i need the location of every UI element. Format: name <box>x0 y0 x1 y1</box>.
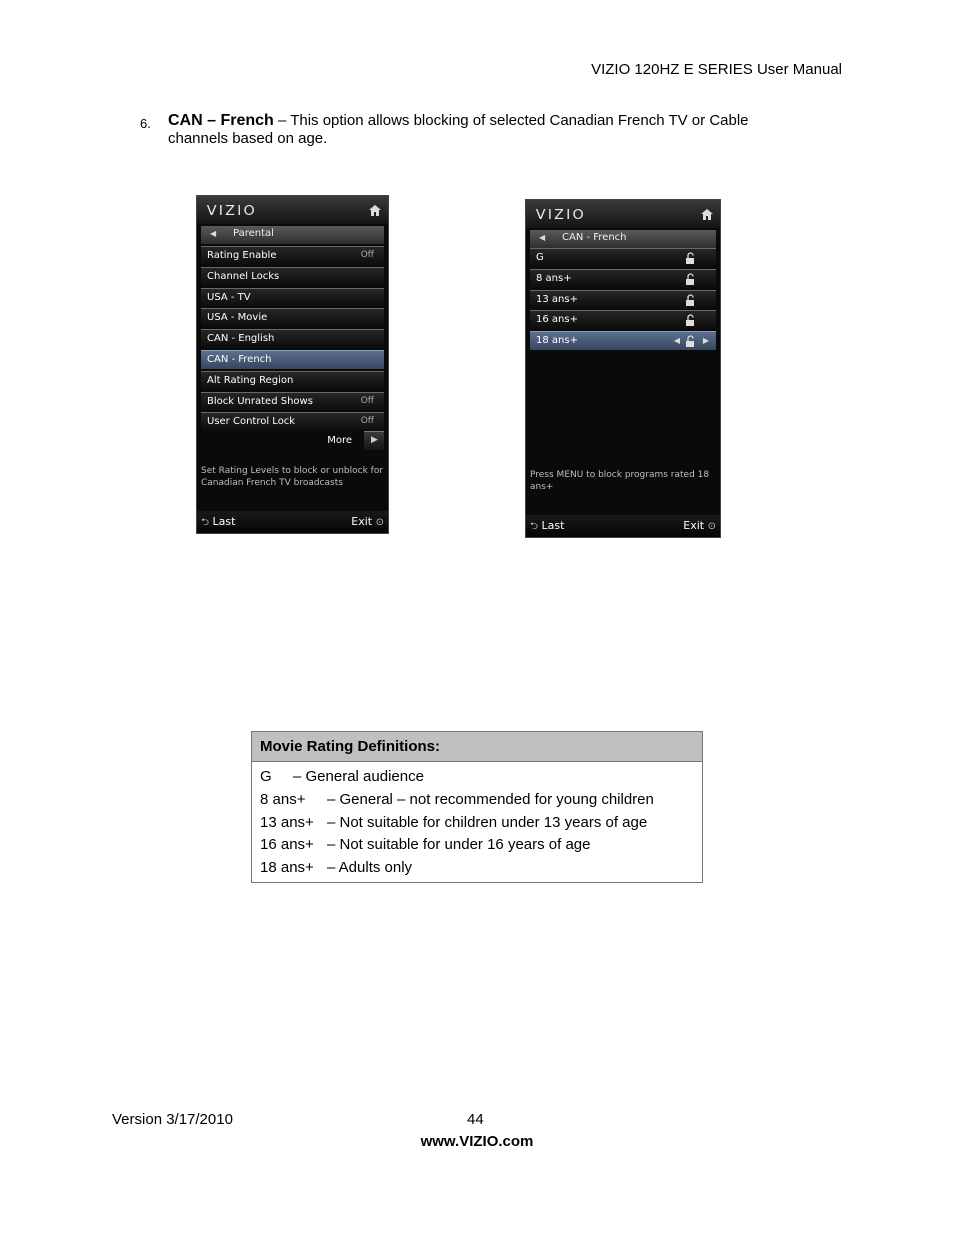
rating-code: 16 ans+ <box>260 836 314 854</box>
menu-item-label: User Control Lock <box>207 416 296 428</box>
more-item[interactable] <box>201 431 384 451</box>
menu-item-label: USA - Movie <box>207 312 268 324</box>
rating-item-label: G <box>536 252 544 263</box>
rating-code: 8 ans+ <box>260 790 306 808</box>
vizio-logo: VIZIO <box>535 208 586 223</box>
exit-icon: ⊙ <box>707 521 716 532</box>
menu-item[interactable] <box>201 412 384 431</box>
unlock-icon[interactable] <box>685 294 696 306</box>
return-icon: ⮌ <box>201 517 210 528</box>
menu-item[interactable] <box>201 350 384 369</box>
menu-item-value: Off <box>360 416 374 427</box>
rating-description: – Not suitable for under 16 years of age <box>327 836 591 854</box>
submenu-header[interactable] <box>530 230 716 248</box>
tv-top-bar <box>526 200 720 228</box>
more-label: More <box>327 435 352 446</box>
page-number: 44 <box>467 1111 484 1128</box>
rating-description: – General – not recommended for young children <box>327 790 654 808</box>
menu-item-label: CAN - French <box>207 354 272 365</box>
back-arrow-icon[interactable]: ◀ <box>539 233 546 242</box>
return-icon: ⮌ <box>530 521 539 532</box>
rating-item-label: 8 ans+ <box>536 272 572 284</box>
last-button[interactable] <box>530 519 564 536</box>
definition-row <box>260 814 696 834</box>
menu-item[interactable] <box>201 329 384 348</box>
menu-item[interactable] <box>201 288 384 307</box>
home-icon[interactable] <box>369 205 381 216</box>
last-label: Last <box>541 519 565 532</box>
exit-button[interactable] <box>683 519 716 532</box>
chevron-right-icon[interactable]: ▶ <box>702 336 709 346</box>
item-text: – This option allows blocking of selected Canadian French TV or Cable channels based on age. <box>168 112 749 147</box>
unlock-icon[interactable] <box>685 252 696 264</box>
rating-item[interactable] <box>530 310 716 329</box>
home-icon[interactable] <box>701 209 713 220</box>
definition-row <box>260 768 696 788</box>
footer-url: www.VIZIO.com <box>420 1133 534 1150</box>
menu-item-label: Rating Enable <box>207 250 277 261</box>
rating-description: – Adults only <box>327 859 413 877</box>
rating-item-label: 18 ans+ <box>536 335 578 347</box>
page-header-title: VIZIO 120HZ E SERIES User Manual <box>591 61 842 78</box>
last-button[interactable] <box>201 515 235 532</box>
rating-code: 18 ans+ <box>260 859 314 877</box>
menu-item[interactable] <box>201 308 384 327</box>
rating-code: 13 ans+ <box>260 813 314 831</box>
footer-version: Version 3/17/2010 <box>112 1111 233 1128</box>
rating-item-label: 16 ans+ <box>536 314 578 326</box>
chevron-right-icon: ▶ <box>371 435 378 445</box>
rating-code: G <box>260 768 272 785</box>
item-heading: CAN – French <box>168 112 274 129</box>
unlock-icon[interactable] <box>685 314 696 326</box>
definition-row <box>260 836 696 856</box>
help-text: Set Rating Levels to block or unblock for Canadian French TV broadcasts <box>201 466 384 488</box>
tv-screen-parental <box>196 195 389 534</box>
item-number: 6. <box>140 116 151 131</box>
submenu-title: Parental <box>233 228 274 239</box>
unlock-icon[interactable] <box>685 335 696 347</box>
rating-item[interactable] <box>530 290 716 309</box>
submenu-title: CAN - French <box>562 232 627 243</box>
tv-bottom-bar <box>197 511 388 533</box>
menu-item-label: CAN - English <box>207 333 275 345</box>
menu-item[interactable] <box>201 371 384 390</box>
definition-row <box>260 791 696 811</box>
help-text: Press MENU to block programs rated 18 ans+ <box>530 470 710 492</box>
menu-item-label: Block Unrated Shows <box>207 395 313 407</box>
menu-item[interactable] <box>201 392 384 411</box>
tv-top-bar <box>197 196 388 224</box>
exit-button[interactable] <box>351 515 384 528</box>
menu-item-label: USA - TV <box>207 291 251 303</box>
definition-row <box>260 859 696 879</box>
menu-item[interactable] <box>201 246 384 265</box>
unlock-icon[interactable] <box>685 273 696 285</box>
tv-bottom-bar <box>526 515 720 537</box>
rating-item[interactable] <box>530 331 716 350</box>
chevron-left-icon[interactable]: ◀ <box>673 336 680 346</box>
menu-item-label: Channel Locks <box>207 270 280 282</box>
menu-item[interactable] <box>201 267 384 286</box>
last-label: Last <box>212 515 236 528</box>
rating-item[interactable] <box>530 269 716 288</box>
movie-rating-definitions-table <box>251 731 703 883</box>
exit-icon: ⊙ <box>375 517 384 528</box>
rating-item[interactable] <box>530 248 716 267</box>
vizio-logo: VIZIO <box>206 204 257 219</box>
rating-description: – General audience <box>293 768 424 785</box>
menu-item-value: Off <box>360 395 374 406</box>
back-arrow-icon[interactable]: ◀ <box>210 229 217 238</box>
item-description <box>168 112 808 148</box>
rating-description: – Not suitable for children under 13 years of age <box>327 813 648 831</box>
table-header: Movie Rating Definitions: <box>252 732 702 762</box>
more-arrow[interactable] <box>364 431 384 450</box>
exit-label: Exit <box>351 515 373 528</box>
menu-item-value: Off <box>360 250 374 260</box>
rating-item-label: 13 ans+ <box>536 293 578 305</box>
submenu-header[interactable] <box>201 226 384 244</box>
exit-label: Exit <box>683 519 705 532</box>
menu-item-label: Alt Rating Region <box>207 374 294 386</box>
tv-screen-can-french <box>525 199 721 538</box>
